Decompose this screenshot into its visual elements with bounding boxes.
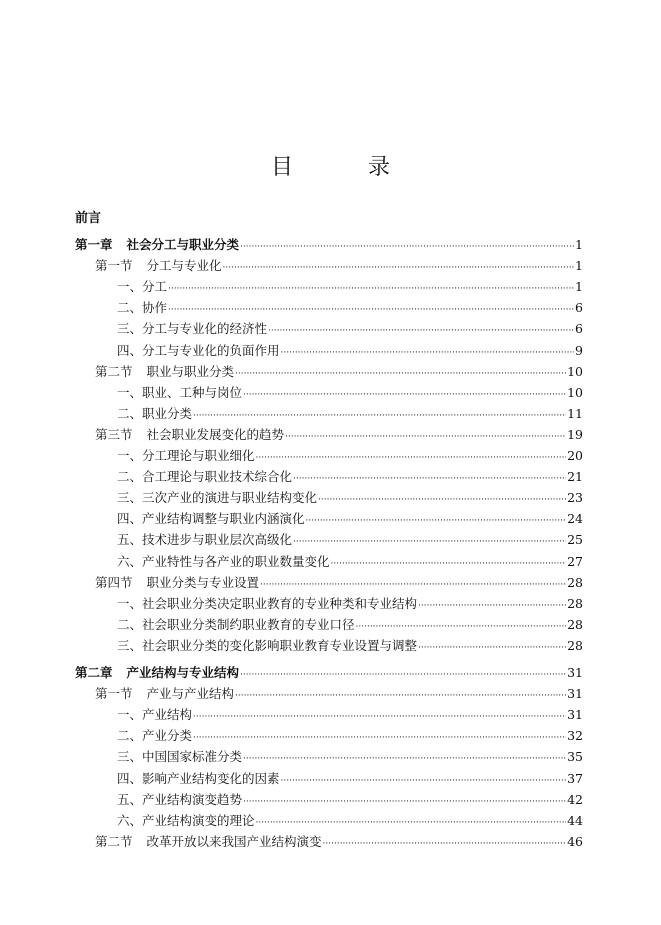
- toc-entry-text: 五、技术进步与职业层次高级化: [117, 532, 293, 548]
- toc-page-number: 31: [567, 707, 583, 723]
- dot-leader: [418, 594, 566, 616]
- dot-leader: [260, 573, 566, 595]
- toc-entry-label: [117, 509, 305, 529]
- dot-leader: [243, 790, 566, 812]
- toc-entry-number: 第二章: [75, 665, 113, 680]
- dot-leader: [281, 769, 567, 791]
- toc-entry-text: 二、合工理论与职业技术综合化: [117, 469, 293, 485]
- toc-entry-label: [95, 425, 284, 445]
- toc-section[interactable]: [95, 256, 583, 276]
- toc-entry-number: 第一节: [95, 686, 133, 702]
- dot-leader: [240, 235, 574, 257]
- toc-page-number: 24: [567, 511, 583, 527]
- dot-leader: [256, 446, 567, 468]
- toc-page-number: 28: [567, 574, 583, 590]
- toc-subsection[interactable]: [117, 552, 583, 572]
- toc-subsection[interactable]: [117, 594, 583, 614]
- toc-entry-text: 六、产业结构演变的理论: [117, 812, 255, 828]
- toc-title: 目 录: [271, 155, 424, 180]
- toc-page-number: 27: [567, 553, 583, 569]
- toc-chapter[interactable]: [75, 663, 583, 683]
- toc-entry-label: [117, 488, 317, 508]
- toc-page-number: 11: [567, 405, 583, 421]
- toc-entry-label: [95, 832, 322, 852]
- dot-leader: [223, 256, 575, 278]
- toc-page-number: 1: [575, 279, 583, 295]
- toc-entry-label: [117, 467, 292, 487]
- dot-leader: [240, 663, 566, 685]
- toc-entry-label: [117, 552, 330, 572]
- toc-subsection[interactable]: [117, 404, 583, 424]
- toc-chapter[interactable]: [75, 235, 583, 255]
- dot-leader: [323, 832, 567, 854]
- toc-entry-number: 第四节: [95, 574, 133, 590]
- toc-entry-text: 四、分工与专业化的负面作用: [117, 342, 280, 358]
- toc-entry-label: [117, 615, 355, 635]
- dot-leader: [268, 319, 574, 341]
- toc-subsection[interactable]: [117, 811, 583, 831]
- toc-entry-text: 产业与产业结构: [146, 686, 235, 702]
- dot-leader: [193, 705, 566, 727]
- toc-entry-text: 二、协作: [117, 300, 168, 316]
- toc-entry-text: 一、分工: [117, 279, 168, 295]
- toc-entry-number: 第二节: [95, 363, 133, 379]
- toc-page-number: 28: [567, 595, 583, 611]
- toc-subsection[interactable]: [117, 509, 583, 529]
- toc-entry-label: [95, 573, 259, 593]
- toc-entry-label: [117, 341, 280, 361]
- toc-entry-label: [117, 404, 192, 424]
- dot-leader: [281, 341, 575, 363]
- toc-page-number: 31: [567, 686, 583, 702]
- dot-leader: [331, 552, 567, 574]
- dot-leader: [235, 362, 566, 384]
- toc-subsection[interactable]: [117, 769, 583, 789]
- toc-subsection[interactable]: [117, 341, 583, 361]
- toc-entry-label: [95, 362, 234, 382]
- toc-entry-number: 第一节: [95, 258, 133, 274]
- toc-page-number: 42: [567, 791, 583, 807]
- toc-entry-text: 一、社会职业分类决定职业教育的专业种类和专业结构: [117, 595, 418, 611]
- dot-leader: [285, 425, 566, 447]
- dot-leader: [306, 509, 567, 531]
- toc-entry-text: 二、产业分类: [117, 728, 193, 744]
- toc-entry-number: 第三节: [95, 426, 133, 442]
- toc-entry-text: 社会分工与职业分类: [126, 237, 240, 252]
- toc-page-number: 21: [567, 469, 583, 485]
- toc-entry-label: [75, 235, 239, 255]
- toc-entry-text: 二、社会职业分类制约职业教育的专业口径: [117, 616, 355, 632]
- toc-page-number: 31: [567, 665, 583, 680]
- toc-entry-label: [95, 684, 234, 704]
- toc-entry-text: 产业结构与专业结构: [126, 665, 240, 680]
- toc-subsection[interactable]: [117, 319, 583, 339]
- toc-section[interactable]: [95, 573, 583, 593]
- toc-page-number: 37: [567, 770, 583, 786]
- toc-page-number: 10: [567, 363, 583, 379]
- toc-entry-text: 三、中国国家标准分类: [117, 749, 243, 765]
- toc-entry-text: 三、三次产业的演进与职业结构变化: [117, 490, 318, 506]
- toc-page-number: 6: [575, 321, 583, 337]
- toc-entry-text: 社会职业发展变化的趋势: [146, 426, 285, 442]
- toc-page-number: 10: [567, 384, 583, 400]
- toc-page-number: 1: [575, 237, 583, 252]
- toc-page-number: 32: [567, 728, 583, 744]
- toc-page-number: 23: [567, 490, 583, 506]
- toc-entry-label: [117, 298, 167, 318]
- toc-entry-text: 职业分类与专业设置: [146, 574, 260, 590]
- toc-entry-label: [117, 446, 255, 466]
- toc-subsection[interactable]: [117, 615, 583, 635]
- dot-leader: [356, 615, 567, 637]
- toc-page-number: 9: [575, 342, 583, 358]
- toc-entry-label: [117, 594, 417, 614]
- toc-entry-text: 四、影响产业结构变化的因素: [117, 770, 280, 786]
- toc-entry-number: 第二节: [95, 833, 133, 849]
- toc-page-number: 35: [567, 749, 583, 765]
- toc-page-number: 20: [567, 448, 583, 463]
- dot-leader: [243, 383, 566, 405]
- dot-leader: [235, 684, 566, 706]
- toc-entry-label: [117, 811, 255, 831]
- dot-leader: [418, 636, 566, 658]
- toc-subsection[interactable]: [117, 298, 583, 318]
- toc-page-number: 25: [567, 532, 583, 548]
- toc-entry-label: [117, 319, 267, 339]
- toc-entry-label: [117, 636, 417, 656]
- toc-entry-text: 一、产业结构: [117, 707, 193, 723]
- toc-section[interactable]: [95, 362, 583, 382]
- toc-entry-label: [117, 726, 192, 746]
- toc-entry-text: 二、职业分类: [117, 405, 193, 421]
- toc-entry-text: 三、社会职业分类的变化影响职业教育专业设置与调整: [117, 637, 418, 653]
- dot-leader: [256, 811, 567, 833]
- toc-entry-label: [117, 530, 292, 550]
- toc-entry-text: 四、产业结构调整与职业内涵演化: [117, 511, 305, 527]
- toc-entry-label: [117, 383, 242, 403]
- toc-entry-label: [95, 256, 222, 276]
- toc-subsection[interactable]: [117, 636, 583, 656]
- toc-subsection[interactable]: [117, 488, 583, 508]
- toc-page-number: 46: [567, 833, 583, 849]
- toc-entry-text: 三、分工与专业化的经济性: [117, 321, 268, 337]
- toc-entry-text: 五、产业结构演变趋势: [117, 791, 243, 807]
- dot-leader: [243, 747, 566, 769]
- dot-leader: [168, 298, 574, 320]
- toc-page-number: 19: [567, 426, 583, 442]
- toc-section[interactable]: [95, 425, 583, 445]
- toc-subsection[interactable]: [117, 277, 583, 297]
- toc-page-number: 28: [567, 637, 583, 653]
- toc-page-number: 44: [567, 812, 583, 828]
- toc-entry-number: 第一章: [75, 237, 113, 252]
- toc-section[interactable]: [95, 684, 583, 704]
- toc-subsection[interactable]: [117, 747, 583, 767]
- toc-entry-text: 职业与职业分类: [146, 363, 235, 379]
- toc-entry-label: [75, 663, 239, 683]
- toc-section[interactable]: [95, 832, 583, 852]
- toc-entry-label: [117, 277, 167, 297]
- toc-subsection[interactable]: [117, 530, 583, 550]
- toc-page-number: 1: [575, 258, 583, 274]
- toc-subsection[interactable]: [117, 383, 583, 403]
- dot-leader: [293, 467, 566, 489]
- toc-entry-text: 六、产业特性与各产业的职业数量变化: [117, 553, 330, 569]
- toc-entry-text: 一、分工理论与职业细化: [117, 448, 255, 463]
- toc-entry-text: 改革开放以来我国产业结构演变: [146, 833, 322, 849]
- toc-page-number: 6: [575, 300, 583, 316]
- toc-entry-text: 一、职业、工种与岗位: [117, 384, 243, 400]
- toc-page-number: 28: [567, 616, 583, 632]
- toc-entry-label: [117, 769, 280, 789]
- dot-leader: [318, 488, 566, 510]
- dot-leader: [193, 404, 566, 426]
- toc-subsection[interactable]: [117, 705, 583, 725]
- toc-subsection[interactable]: [117, 790, 583, 810]
- toc-entry-text: 分工与专业化: [146, 258, 222, 274]
- preface-entry[interactable]: 前言: [75, 211, 102, 226]
- toc-entry-label: [117, 705, 192, 725]
- toc-subsection[interactable]: [117, 726, 583, 746]
- toc-entry-label: [117, 790, 242, 810]
- dot-leader: [293, 530, 566, 552]
- toc-subsection[interactable]: [117, 467, 583, 487]
- toc-entry-label: [117, 747, 242, 767]
- dot-leader: [193, 726, 566, 748]
- dot-leader: [168, 277, 574, 299]
- toc-subsection[interactable]: [117, 446, 583, 466]
